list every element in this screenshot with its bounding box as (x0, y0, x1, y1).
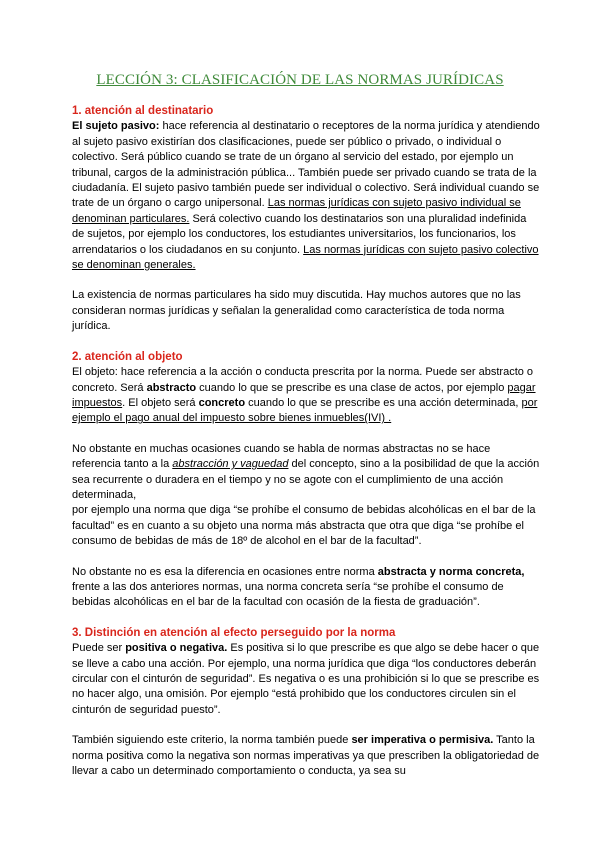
paragraph-imperativa-permisiva (72, 733, 540, 779)
paragraph-positiva-negativa (72, 641, 540, 718)
bold-term: ser imperativa o permisiva. (351, 734, 494, 747)
text-run: . El objeto será (122, 396, 199, 409)
paragraph-norma-concreta (72, 565, 540, 611)
text-run: Puede ser (72, 642, 126, 655)
bold-term: abstracta y norma concreta, (377, 565, 525, 578)
section-heading-destinatario: 1. atención al destinatario (72, 105, 214, 117)
underlined-text: Las normas jurídicas con sujeto pasivo colectivo se denominan generales. (72, 243, 539, 272)
bold-term: El sujeto pasivo: (72, 120, 160, 133)
text-run: hace referencia al destinatario o receptores de la norma jurídica y atendiendo al sujeto pasivo existirían dos clasificaciones, puede ser público o privado, o individual o colectivo. Será público cuando se trate de un órgano al servicio del estado, por ejemplo un tribunal, cargos de la administración pública... También puede ser privado cuando se trata de la ciudadanía. El sujeto pasivo también puede ser individual o colectivo. Será individual cuando se trate de un órgano o cargo unipersonal. (72, 120, 540, 210)
paragraph-sujeto-pasivo (72, 119, 540, 273)
text-run: El objeto: hace referencia a la acción o conducta prescrita por la norma. Puede ser abstracto o concreto. Será (72, 366, 534, 394)
bold-term: abstracto (146, 381, 197, 394)
text-run: del concepto, sino a la posibilidad de que la acción sea recurrente o duradera en el tiempo y no se agote con el cumplimiento de una acción determinada, (72, 458, 540, 501)
text-run: No obstante no es esa la diferencia en ocasiones entre norma (72, 565, 378, 578)
paragraph-objeto (72, 365, 540, 427)
paragraph-normas-particulares: La existencia de normas particulares ha sido muy discutida. Hay muchos autores que no las consideran normas jurídicas y señalan la generalidad como característica de toda norma jurídica. (72, 289, 521, 333)
text-run: Tanto la norma positiva como la negativa son normas imperativas ya que prescriben la obligatoriedad de llevar a cabo un determinado comportamiento o conducta, ya sea su (72, 734, 540, 778)
text-run: cuando lo que se prescribe es una acción determinada, (245, 396, 522, 409)
section-heading-objeto: 2. atención al objeto (72, 350, 183, 363)
text-run: No obstante en muchas ocasiones cuando se habla de normas abstractas no se hace referencia tanto a la (72, 442, 491, 471)
bold-term: positiva o negativa. (125, 642, 228, 655)
text-run: Es positiva si lo que prescribe es que algo se debe hacer o que se lleve a cabo una acción. Por ejemplo, una norma jurídica que diga “los conductores deberán circular con el cinturón de seguridad”. Es negativa o es una prohibición si lo que se prescribe es no hacer algo, una omisión. Por ejemplo “está prohibido que los conductores circulen sin el cinturón de seguridad puesto”. (72, 642, 540, 716)
section-heading-efecto: 3. Distinción en atención al efecto perseguido por la norma (72, 626, 396, 639)
underlined-text: por ejemplo el pago anual del impuesto sobre bienes inmuebles(IVI) . (72, 396, 538, 425)
text-run: por ejemplo una norma que diga “se prohíbe el consumo de bebidas alcohólicas en el bar de la facultad” es en cuanto a su objeto una norma más abstracta que otra que diga “se prohíbe el consumo de bebidas de más de 18º de alcohol en el bar de la facultad”. (72, 504, 536, 548)
underlined-italic-text: abstracción y vaguedad (172, 458, 289, 471)
text-run: Será colectivo cuando los destinatarios son una pluralidad indefinida de sujetos, por ejemplo los conductores, los estudiantes universitarios, los funcionarios, los arrendatarios o los ciudadanos en su conjunto. (72, 212, 527, 256)
paragraph-normas-abstractas (72, 442, 540, 550)
text-run: cuando lo que se prescribe es una clase de actos, por ejemplo (196, 381, 508, 394)
page-title: LECCIÓN 3: CLASIFICACIÓN DE LAS NORMAS JURÍDICAS (96, 72, 504, 88)
text-run: También siguiendo este criterio, la norma también puede (72, 734, 352, 747)
text-run: frente a las dos anteriores normas, una norma concreta sería “se prohíbe el consumo de bebidas alcohólicas en el bar de la facultad con ocasión de la fiesta de graduación”. (72, 580, 504, 609)
bold-term: concreto (198, 396, 246, 409)
underlined-text: Las normas jurídicas con sujeto pasivo individual se denominan particulares. (72, 197, 521, 225)
document-body (72, 104, 540, 779)
underlined-text: pagar impuestos (72, 381, 536, 409)
